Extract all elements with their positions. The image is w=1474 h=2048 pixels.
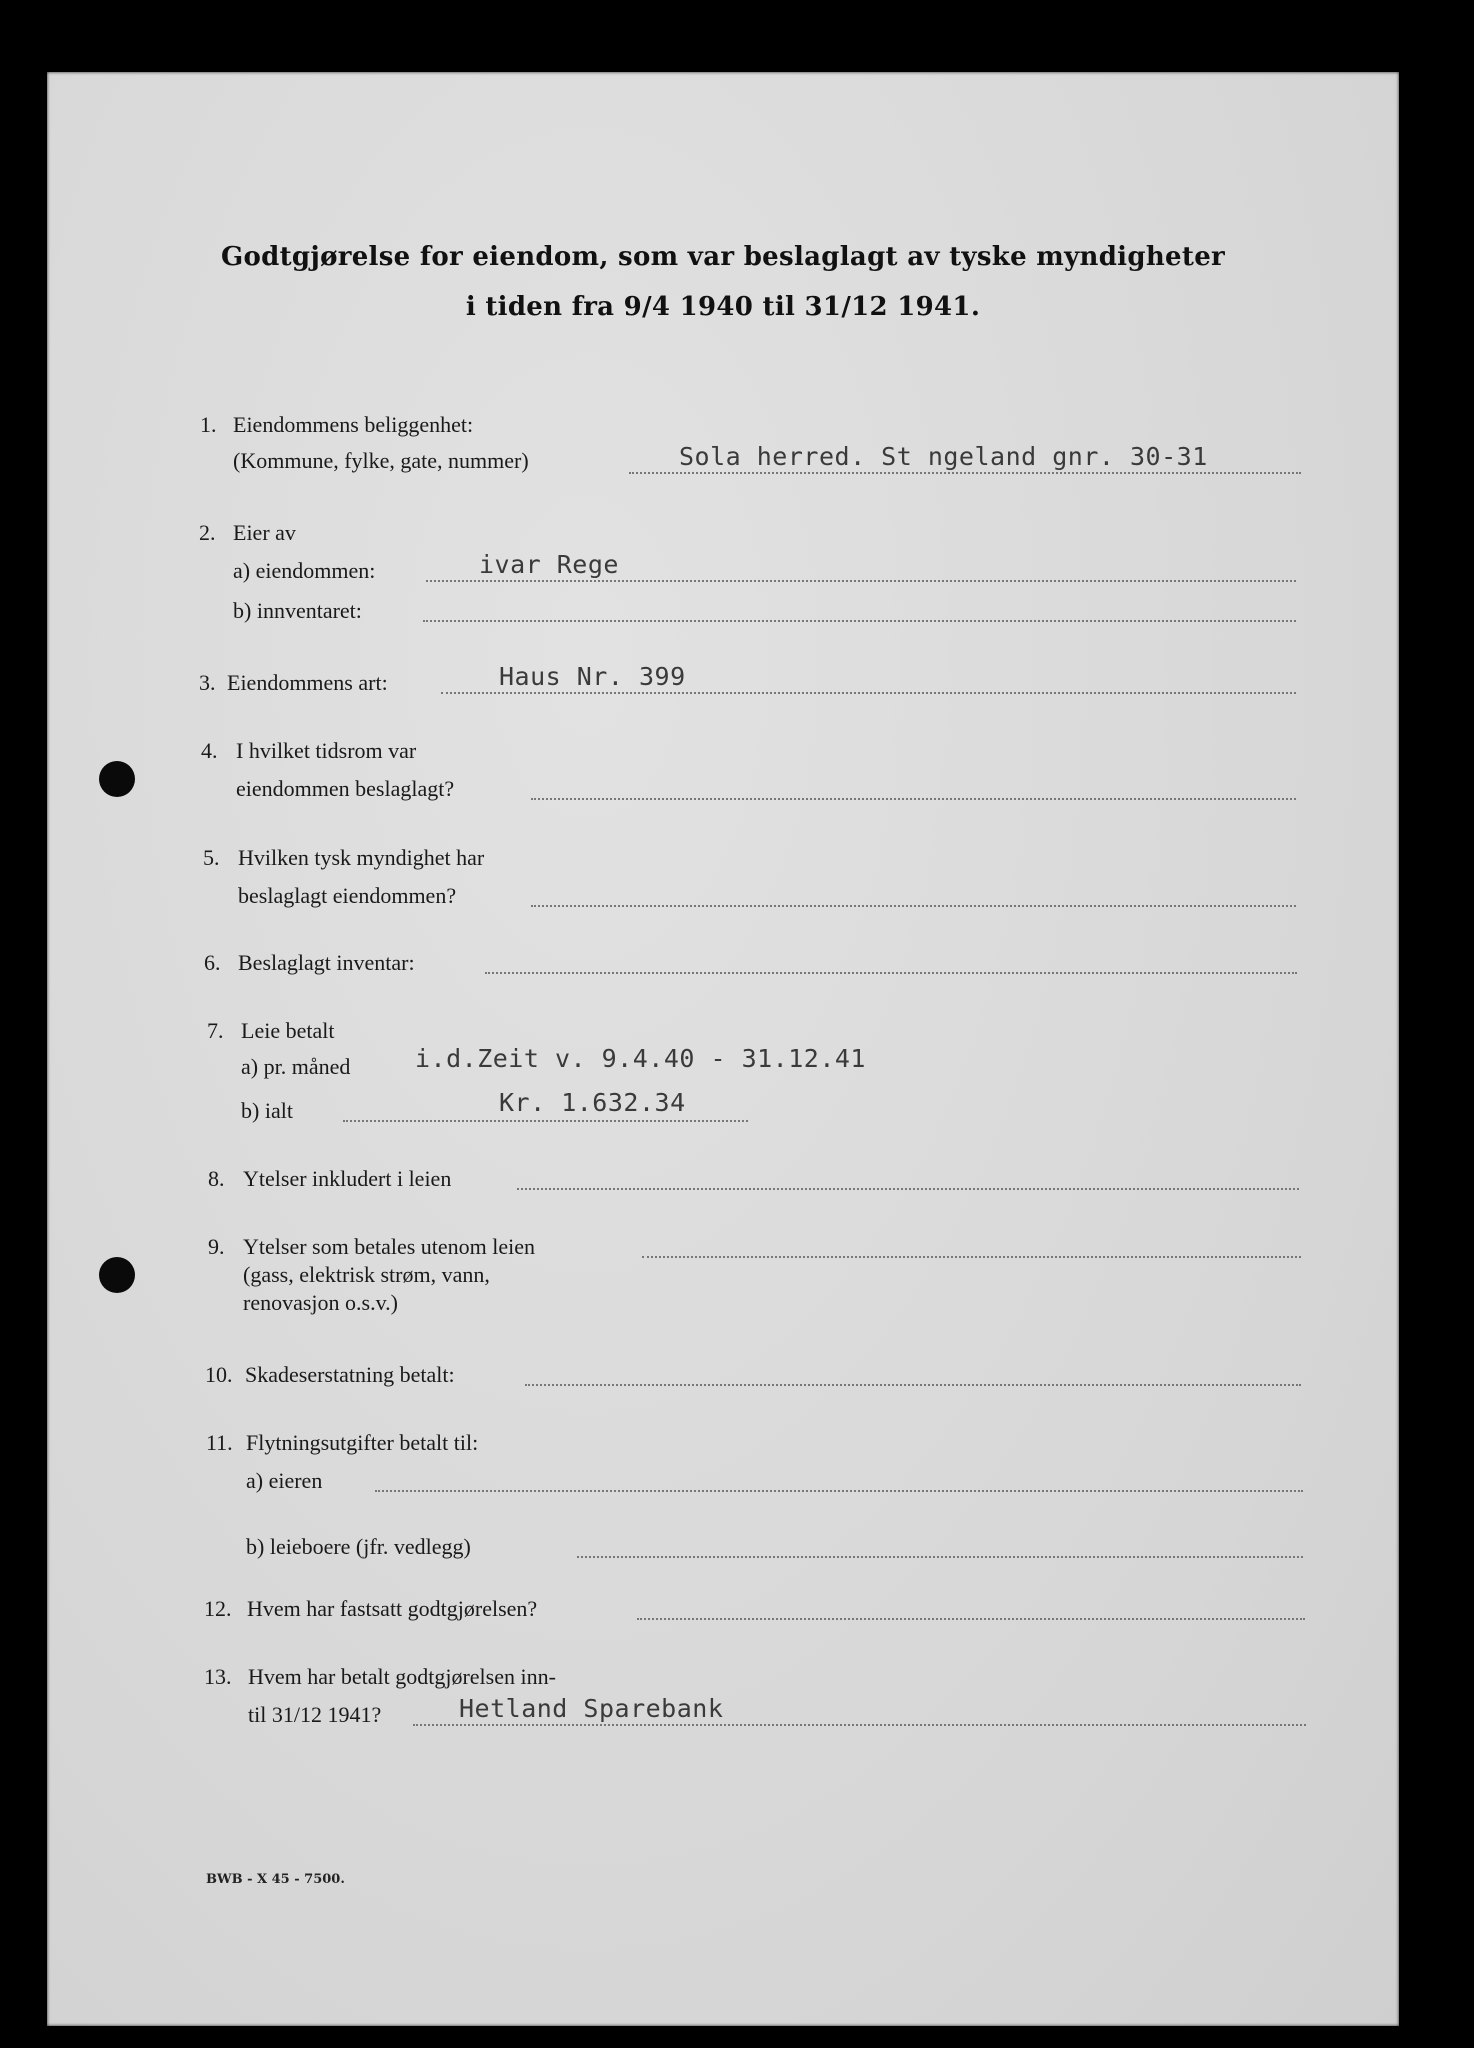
item-5-label: Hvilken tysk myndighet har: [238, 845, 485, 870]
item-11-number: 11.: [206, 1430, 233, 1455]
punch-hole: [99, 1257, 135, 1293]
item-9-sublabel-2: renovasjon o.s.v.): [243, 1290, 398, 1315]
item-5-line: [531, 905, 1296, 907]
item-13-value: Hetland Sparebank: [459, 1694, 724, 1723]
item-8-line: [517, 1188, 1299, 1190]
item-4-number: 4.: [201, 738, 218, 763]
item-5-number: 5.: [203, 845, 220, 870]
item-11b-label: b) leieboere (jfr. vedlegg): [246, 1534, 471, 1559]
item-7a-label: a) pr. måned: [241, 1054, 351, 1079]
form-page: [47, 72, 1399, 2026]
item-2-number: 2.: [199, 520, 216, 545]
item-7b-label: b) ialt: [241, 1098, 293, 1123]
item-9-number: 9.: [208, 1234, 225, 1259]
item-7b-line: [343, 1120, 748, 1122]
item-9-line: [642, 1256, 1301, 1258]
item-6-line: [485, 972, 1297, 974]
form-footer-code: BWB - X 45 - 7500.: [206, 1872, 345, 1887]
item-12-label: Hvem har fastsatt godtgjørelsen?: [247, 1596, 538, 1621]
item-11a-line: [375, 1490, 1303, 1492]
item-7b-value: Kr. 1.632.34: [499, 1088, 686, 1117]
item-1-value: Sola herred. St ngeland gnr. 30-31: [679, 442, 1208, 471]
item-3-label: Eiendommens art:: [227, 670, 388, 695]
item-3-line: [441, 692, 1296, 694]
item-9-label: Ytelser som betales utenom leien: [243, 1234, 536, 1259]
item-12-number: 12.: [204, 1596, 232, 1621]
item-9-sublabel-1: (gass, elektrisk strøm, vann,: [243, 1262, 490, 1287]
item-1-sublabel: (Kommune, fylke, gate, nummer): [233, 448, 529, 473]
item-6-number: 6.: [204, 950, 221, 975]
item-7-label: Leie betalt: [241, 1018, 335, 1043]
item-8-label: Ytelser inkludert i leien: [243, 1166, 452, 1191]
item-11b-line: [577, 1556, 1303, 1558]
item-2a-value: ivar Rege: [479, 550, 619, 579]
item-4-line: [531, 798, 1296, 800]
item-2a-label: a) eiendommen:: [233, 558, 376, 583]
item-2b-line: [423, 620, 1296, 622]
item-7a-value: i.d.Zeit v. 9.4.40 - 31.12.41: [415, 1044, 866, 1073]
item-11a-label: a) eieren: [246, 1468, 323, 1493]
form-title-line1: Godtgjørelse for eiendom, som var beslaglagt av tyske myndigheter: [220, 242, 1226, 272]
form-title-line2: i tiden fra 9/4 1940 til 31/12 1941.: [465, 292, 981, 322]
item-10-line: [525, 1384, 1301, 1386]
punch-hole: [99, 761, 135, 797]
item-1-number: 1.: [200, 412, 217, 437]
item-11-label: Flytningsutgifter betalt til:: [246, 1430, 479, 1455]
item-13-sublabel: til 31/12 1941?: [248, 1702, 382, 1727]
item-2b-label: b) innventaret:: [233, 598, 362, 623]
item-2a-line: [426, 580, 1296, 582]
item-4-label: I hvilket tidsrom var: [236, 738, 417, 763]
item-10-number: 10.: [205, 1362, 233, 1387]
item-8-number: 8.: [208, 1166, 225, 1191]
item-4-sublabel: eiendommen beslaglagt?: [236, 776, 455, 801]
item-10-label: Skadeserstatning betalt:: [245, 1362, 455, 1387]
item-1-line: [629, 472, 1301, 474]
item-1-label: Eiendommens beliggenhet:: [233, 412, 474, 437]
item-13-line: [413, 1724, 1306, 1726]
item-13-number: 13.: [204, 1664, 232, 1689]
item-3-number: 3.: [199, 670, 216, 695]
item-5-sublabel: beslaglagt eiendommen?: [238, 883, 457, 908]
item-12-line: [637, 1618, 1305, 1620]
item-6-label: Beslaglagt inventar:: [238, 950, 415, 975]
item-13-label: Hvem har betalt godtgjørelsen inn-: [248, 1664, 556, 1689]
item-3-value: Haus Nr. 399: [499, 662, 686, 691]
item-7-number: 7.: [207, 1018, 224, 1043]
item-2-label: Eier av: [233, 520, 296, 545]
